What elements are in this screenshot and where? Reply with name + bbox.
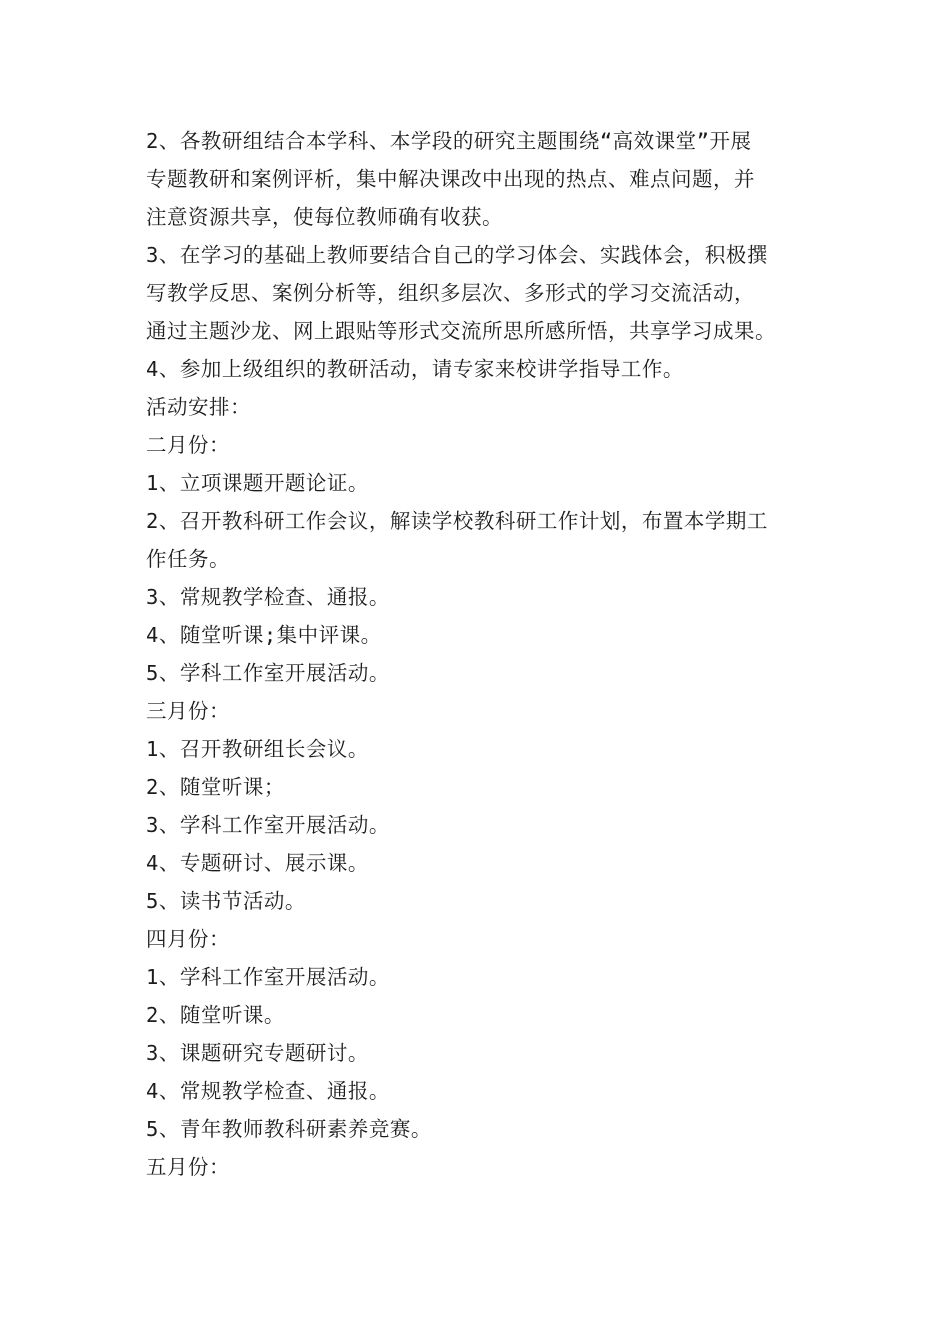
list-item: 2、随堂听课； — [146, 775, 285, 799]
list-item: 4、常规教学检查、通报。 — [146, 1079, 390, 1103]
paragraph-line: 3、在学习的基础上教师要结合自己的学习体会、实践体会，积极撰 — [146, 243, 768, 267]
list-item: 5、读书节活动。 — [146, 889, 306, 913]
list-item: 2、随堂听课。 — [146, 1003, 285, 1027]
section-heading: 活动安排： — [146, 395, 251, 419]
paragraph-line: 4、参加上级组织的教研活动，请专家来校讲学指导工作。 — [146, 357, 684, 381]
list-item: 3、学科工作室开展活动。 — [146, 813, 390, 837]
month-heading: 五月份： — [146, 1155, 230, 1179]
paragraph-line: 专题教研和案例评析，集中解决课改中出现的热点、难点问题，并 — [146, 167, 755, 191]
month-heading: 二月份： — [146, 433, 230, 457]
list-item: 1、召开教研组长会议。 — [146, 737, 369, 761]
list-item: 4、专题研讨、展示课。 — [146, 851, 369, 875]
paragraph-line: 注意资源共享，使每位教师确有收获。 — [146, 205, 503, 229]
list-item: 5、青年教师教科研素养竞赛。 — [146, 1117, 432, 1141]
list-item: 2、召开教科研工作会议，解读学校教科研工作计划，布置本学期工 — [146, 509, 768, 533]
list-item: 3、课题研究专题研讨。 — [146, 1041, 369, 1065]
paragraph-line: 2、各教研组结合本学科、本学段的研究主题围绕“高效课堂”开展 — [146, 129, 752, 153]
list-item: 1、立项课题开题论证。 — [146, 471, 369, 495]
list-item: 1、学科工作室开展活动。 — [146, 965, 390, 989]
list-item: 5、学科工作室开展活动。 — [146, 661, 390, 685]
paragraph-line: 写教学反思、案例分析等，组织多层次、多形式的学习交流活动， — [146, 281, 755, 305]
month-heading: 三月份： — [146, 699, 230, 723]
list-item: 4、随堂听课;集中评课。 — [146, 623, 382, 647]
list-item: 3、常规教学检查、通报。 — [146, 585, 390, 609]
document-body — [146, 122, 816, 1186]
list-item: 作任务。 — [146, 547, 230, 571]
month-heading: 四月份： — [146, 927, 230, 951]
paragraph-line: 通过主题沙龙、网上跟贴等形式交流所思所感所悟，共享学习成果。 — [146, 319, 776, 343]
